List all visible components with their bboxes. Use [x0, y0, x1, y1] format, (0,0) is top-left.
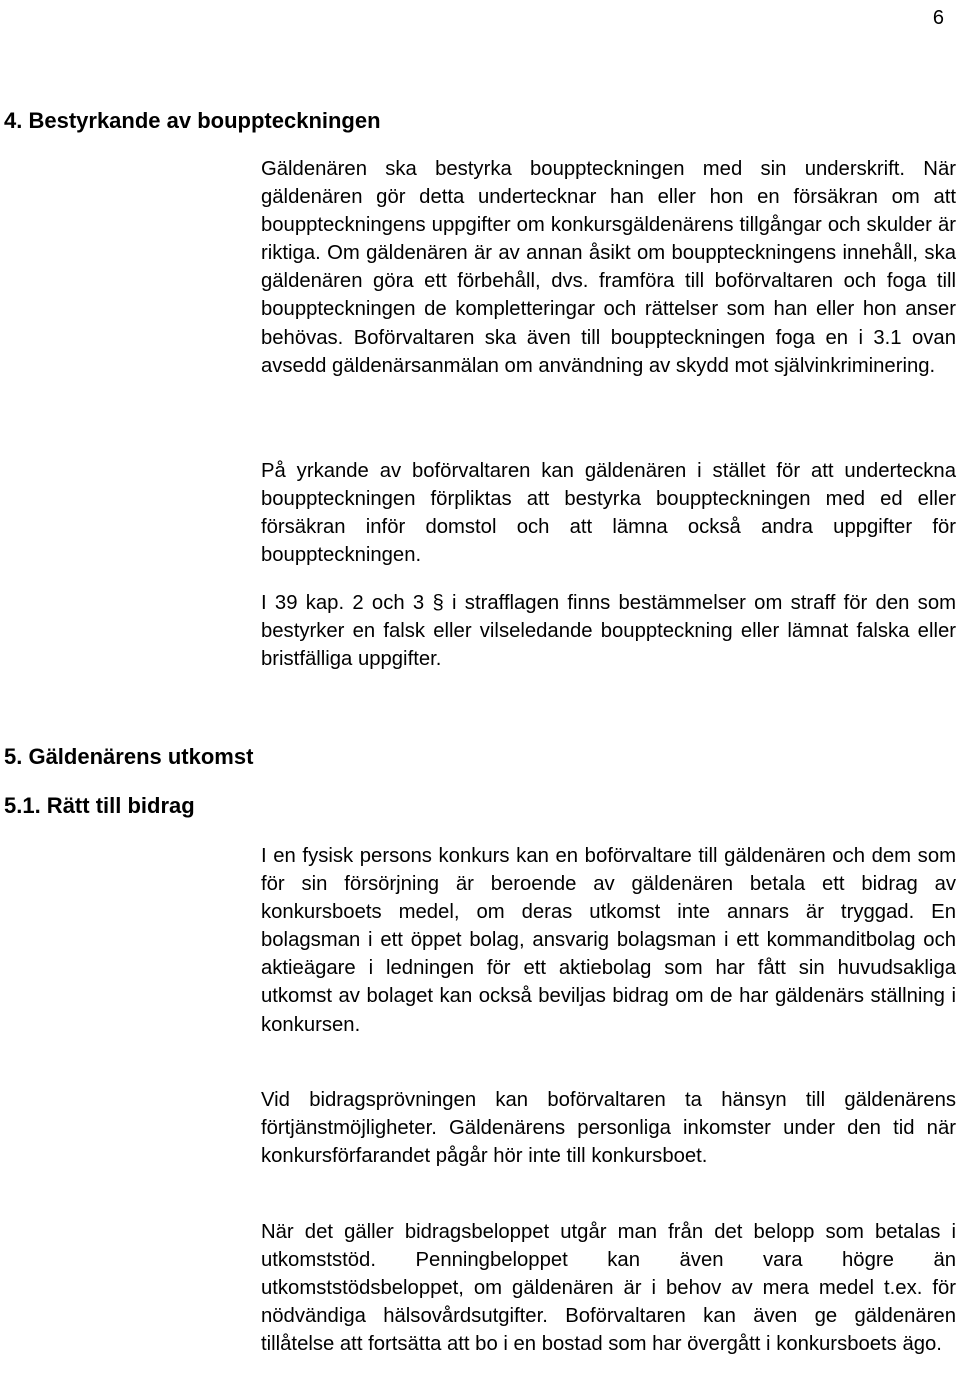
section-4-paragraph-3: I 39 kap. 2 och 3 § i strafflagen finns bestämmelser om straff för den som bestyrker en falsk eller vilseledande bouppteckning eller lämnat falska eller bristfälliga uppgifter. [261, 592, 956, 671]
section-5-1-heading: 5.1. Rätt till bidrag [4, 793, 195, 818]
section-5-paragraph-1: I en fysisk persons konkurs kan en boförvaltare till gäldenären och dem som för sin försörjning är beroende av gäldenären betala ett bidrag av konkursboets medel, om deras utkomst inte annars är tryggad. En bolagsman i ett öppet bolag, ansvarig bolagsman i ett kommanditbolag och aktieägare i ledningen för ett aktiebolag som har fått sin huvudsakliga utkomst av bolaget kan också beviljas bidrag om de har gäldenärs ställning i konkursen. [261, 845, 956, 1036]
section-4-heading: 4. Bestyrkande av bouppteckningen [4, 108, 381, 133]
section-4-paragraph-2: På yrkande av boförvaltaren kan gäldenären i stället för att underteckna bouppteckningen förpliktas att bestyrka bouppteckningen med ed eller försäkran inför domstol och att lämna också andra uppgifter för bouppteckningen. [261, 460, 956, 567]
section-5-paragraph-3: När det gäller bidragsbeloppet utgår man från det belopp som betalas i utkomststöd. Penningbeloppet kan även vara högre än utkomststödsbeloppet, om gäldenären är i behov av mera medel t.ex. för nödvändiga hälsovårdsutgifter. Boförvaltaren kan även ge gäldenären tillåtelse att fortsätta att bo i en bostad som har övergått i konkursboets ägo. [261, 1221, 956, 1356]
section-4-paragraph-1: Gäldenären ska bestyrka bouppteckningen med sin underskrift. När gäldenären gör detta undertecknar han eller hon en försäkran om att bouppteckningens uppgifter om konkursgäldenärens tillgångar och skulder är riktiga. Om gäldenären är av annan åsikt om bouppteckningens innehåll, ska gäldenären göra ett förbehåll, dvs. framföra till boförvaltaren och foga till bouppteckningen de kompletteringar och rättelser som han eller hon anser behövas. Boförvaltaren ska även till bouppteckningen foga en i 3.1 ovan avsedd gäldenärsanmälan om användning av skydd mot självinkriminering. [261, 158, 956, 377]
section-5-paragraph-2: Vid bidragsprövningen kan boförvaltaren ta hänsyn till gäldenärens förtjänstmöjligheter. Gäldenärens personliga inkomster under den tid när konkursförfarandet pågår hör inte till konkursboet. [261, 1089, 956, 1168]
section-5-heading: 5. Gäldenärens utkomst [4, 744, 254, 769]
page-number: 6 [932, 7, 944, 29]
